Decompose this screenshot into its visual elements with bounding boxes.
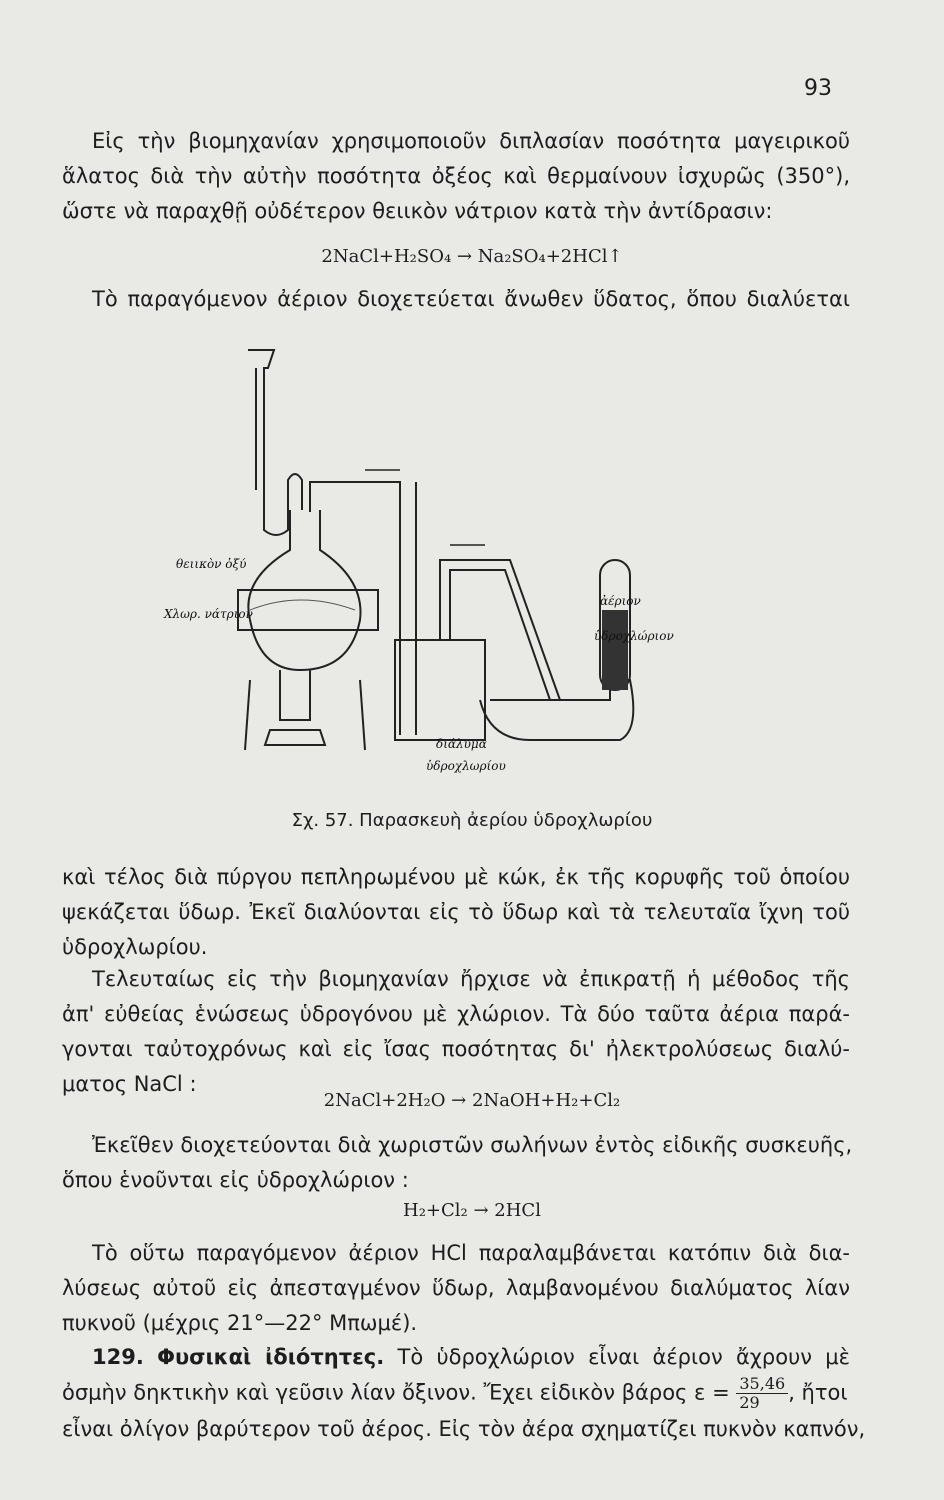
figure-57 [150, 340, 710, 790]
text-line: καὶ τέλος διὰ πύργου πεπληρωμένου μὲ κώκ, ἐκ τῆς κορυφῆς τοῦ ὁποίου [62, 865, 850, 889]
label-salt: Χλωρ. νάτριον [164, 607, 253, 621]
section-line1-text: Τὸ ὑδροχλώριον εἶναι ἀέριον ἄχρουν μὲ [397, 1345, 850, 1369]
text-line: ἅλατος διὰ τὴν αὐτὴν ποσότητα ὀξέος καὶ θερμαίνουν ἰσχυρῶς (350°), [62, 164, 850, 188]
label-acid: θειικὸν ὀξύ [176, 557, 247, 571]
text-line: ὑδροχλωρίου. [62, 935, 208, 959]
burner-icon [280, 670, 310, 720]
section-line2-text: ὀσμὴν δηκτικὴν καὶ γεῦσιν λίαν ὄξινον. Ἔχει εἰδικὸν βάρος ε = [62, 1380, 730, 1405]
label-gas: ἀέριον [600, 594, 641, 608]
section-129 [62, 1340, 866, 1447]
fraction-numerator: 35,46 [736, 1375, 788, 1394]
wash-bottle-icon [395, 640, 485, 740]
gas-fill [602, 610, 628, 690]
text-line: Τὸ παραγόμενον ἀέριον διοχετεύεται ἄνωθεν ὕδατος, ὅπου διαλύεται [92, 287, 850, 311]
funnel-icon [248, 350, 274, 490]
text-line: Τελευταίως εἰς τὴν βιομηχανίαν ἤρχισε νὰ ἐπικρατῇ ἡ μέθοδος τῆς [92, 967, 850, 991]
section-second-line [62, 1375, 850, 1412]
density-fraction [736, 1375, 788, 1412]
label-solution-2: ὑδροχλωρίου [426, 759, 506, 773]
fraction-denominator: 29 [739, 1393, 760, 1412]
equation-2: 2NaCl+2H₂O → 2NaOH+H₂+Cl₂ [323, 1090, 621, 1111]
text-line: ματος NaCl : [62, 1072, 197, 1096]
text-line: Ἐκεῖθεν διοχετεύονται διὰ χωριστῶν σωλήνων ἐντὸς εἰδικῆς συσκευῆς, [92, 1133, 853, 1157]
paragraph-3 [62, 962, 850, 1102]
paragraph-4 [62, 1128, 853, 1198]
intro-paragraph [62, 124, 850, 229]
label-gas-2: ὑδροχλώριον [594, 629, 674, 643]
section-first-line [62, 1340, 850, 1375]
text-line: ὥστε νὰ παραχθῇ οὐδέτερον θειικὸν νάτριον κατὰ τὴν ἀντίδρασιν: [62, 199, 773, 223]
text-line: ψεκάζεται ὕδωρ. Ἐκεῖ διαλύονται εἰς τὸ ὕδωρ καὶ τὰ τελευταῖα ἴχνη τοῦ [62, 900, 850, 924]
text-line: Τὸ οὕτω παραγόμενον ἀέριον HCl παραλαμβάνεται κατόπιν διὰ δια- [92, 1241, 850, 1265]
section-title: Φυσικαὶ ἰδιότητες. [157, 1345, 385, 1369]
text-line: ἀπ' εὐθείας ἑνώσεως ὑδρογόνου μὲ χλώριον. Τὰ δύο ταῦτα ἀέρια παρά- [62, 1002, 850, 1026]
text-line: γονται ταὐτοχρόνως καὶ εἰς ἴσας ποσότητας δι' ἠλεκτρολύσεως διαλύ- [62, 1037, 850, 1061]
section-number: 129. [92, 1345, 144, 1369]
text-line: εἶναι ὀλίγον βαρύτερον τοῦ ἀέρος. Εἰς τὸν ἀέρα σχηματίζει πυκνὸν καπνόν, [62, 1417, 866, 1441]
label-solution: διάλυμα [436, 737, 487, 751]
equation-3: H₂+Cl₂ → 2HCl [403, 1200, 541, 1221]
text-line: πυκνοῦ (μέχρις 21°—22° Μπωμέ). [62, 1311, 418, 1335]
equation-1: 2NaCl+H₂SO₄ → Na₂SO₄+2HCl↑ [321, 246, 623, 267]
paragraph-2 [62, 860, 850, 965]
paragraph-5 [62, 1236, 850, 1341]
text-line: λύσεως αὐτοῦ εἰς ἀπεσταγμένον ὕδωρ, λαμβανομένου διαλύματος λίαν [62, 1276, 850, 1300]
text-line: ὅπου ἑνοῦνται εἰς ὑδροχλώριον : [62, 1168, 409, 1192]
paragraph-after-eq1 [62, 282, 850, 317]
section-line2-end: , ἤτοι [788, 1380, 848, 1405]
figure-caption: Σχ. 57. Παρασκευὴ ἀερίου ὑδροχλωρίου [291, 810, 653, 831]
page-number: 93 [804, 76, 832, 101]
text-line: Εἰς τὴν βιομηχανίαν χρησιμοποιοῦν διπλασίαν ποσότητα μαγειρικοῦ [92, 129, 850, 153]
